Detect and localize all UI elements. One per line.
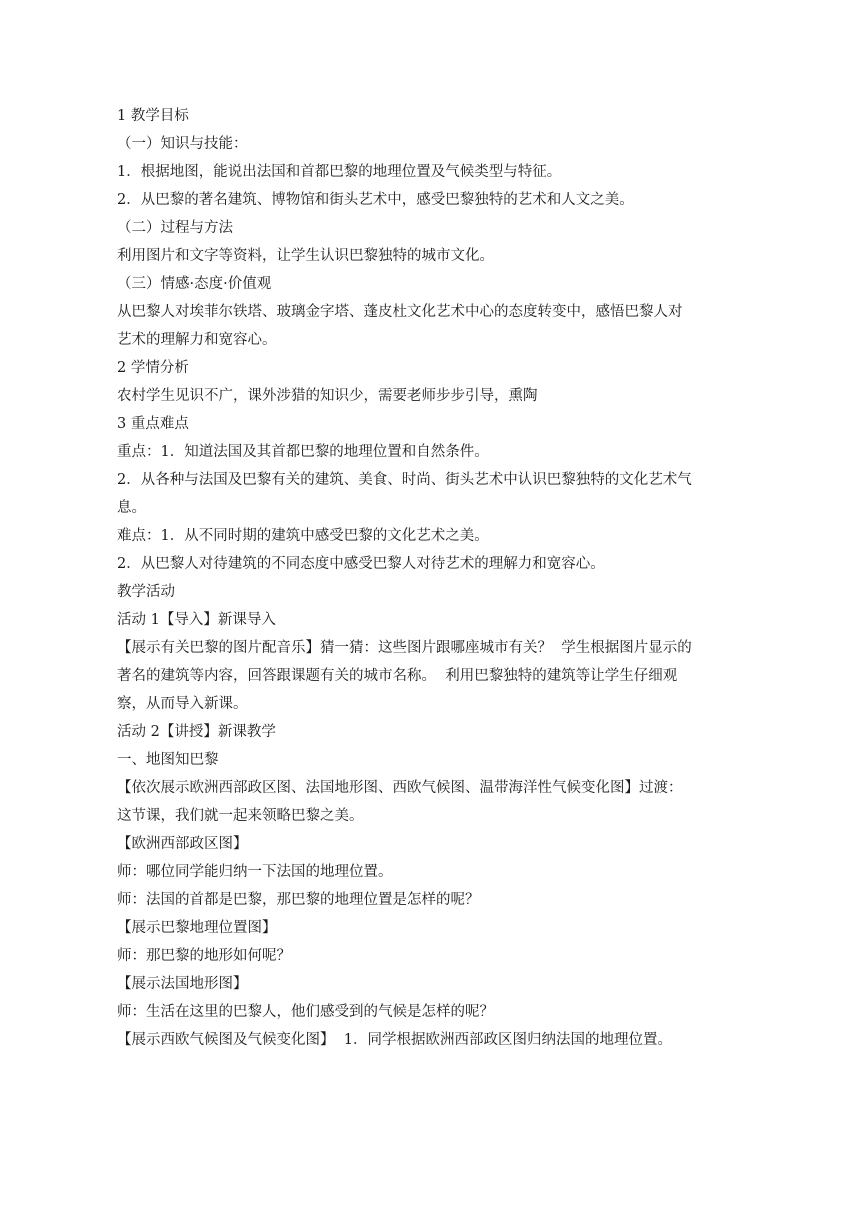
activity-1-text-line-3: 察，从而导入新课。 [117,696,248,712]
heading-key-difficult-points: 3 重点难点 [117,416,189,432]
subheading-emotion-values: （三）情感·态度·价值观 [117,276,272,292]
france-terrain-map-label: 【展示法国地形图】 [117,976,248,992]
teacher-question-2: 师：法国的首都是巴黎，那巴黎的地理位置是怎样的呢？ [117,892,480,908]
difficult-point-1: 难点：1．从不同时期的建筑中感受巴黎的文化艺术之美。 [117,528,489,544]
student-analysis-text: 农村学生见识不广，课外涉猎的知识少，需要老师步步引导，熏陶 [117,388,538,404]
teacher-question-4: 师：生活在这里的巴黎人，他们感受到的气候是怎样的呢？ [117,1004,494,1020]
map-show-text-line-1: 【依次展示欧洲西部政区图、法国地形图、西欧气候图、温带海洋性气候变化图】过渡： [117,780,683,796]
teacher-question-1: 师：哪位同学能归纳一下法国的地理位置。 [117,864,393,880]
heading-teaching-goals: 1 教学目标 [117,108,189,124]
key-point-2-line-2: 息。 [117,500,146,516]
activity-1-text-line-1: 【展示有关巴黎的图片配音乐】猜一猜：这些图片跟哪座城市有关？ 学生根据图片显示的 [117,640,692,656]
key-point-1: 重点：1．知道法国及其首都巴黎的地理位置和自然条件。 [117,444,489,460]
emotion-text-line-2: 艺术的理解力和宽容心。 [117,332,277,348]
heading-student-analysis: 2 学情分析 [117,360,189,376]
section-map-paris: 一、地图知巴黎 [117,752,219,768]
emotion-text-line-1: 从巴黎人对埃菲尔铁塔、玻璃金字塔、蓬皮杜文化艺术中心的态度转变中，感悟巴黎人对 [117,304,683,320]
paris-location-map-label: 【展示巴黎地理位置图】 [117,920,277,936]
europe-political-map-label: 【欧洲西部政区图】 [117,836,248,852]
activity-2-title: 活动 2【讲授】新课教学 [117,724,276,740]
subheading-process-methods: （二）过程与方法 [117,220,233,236]
climate-map-text: 【展示西欧气候图及气候变化图】 1．同学根据欧洲西部政区图归纳法国的地理位置。 [117,1032,672,1048]
goal-item-2: 2．从巴黎的著名建筑、博物馆和街头艺术中，感受巴黎独特的艺术和人文之美。 [117,192,634,208]
difficult-point-2: 2．从巴黎人对待建筑的不同态度中感受巴黎人对待艺术的理解力和宽容心。 [117,556,605,572]
key-point-2-line-1: 2．从各种与法国及巴黎有关的建筑、美食、时尚、街头艺术中认识巴黎独特的文化艺术气 [117,472,692,488]
activity-1-text-line-2: 著名的建筑等内容，回答跟课题有关的城市名称。 利用巴黎独特的建筑等让学生仔细观 [117,668,678,684]
teacher-question-3: 师：那巴黎的地形如何呢？ [117,948,291,964]
process-text: 利用图片和文字等资料，让学生认识巴黎独特的城市文化。 [117,248,494,264]
subheading-knowledge-skills: （一）知识与技能： [117,136,248,152]
document-page [117,102,737,1054]
heading-teaching-activities: 教学活动 [117,584,175,600]
map-show-text-line-2: 这节课，我们就一起来领略巴黎之美。 [117,808,364,824]
activity-1-title: 活动 1【导入】新课导入 [117,612,276,628]
goal-item-1: 1．根据地图，能说出法国和首都巴黎的地理位置及气候类型与特征。 [117,164,562,180]
